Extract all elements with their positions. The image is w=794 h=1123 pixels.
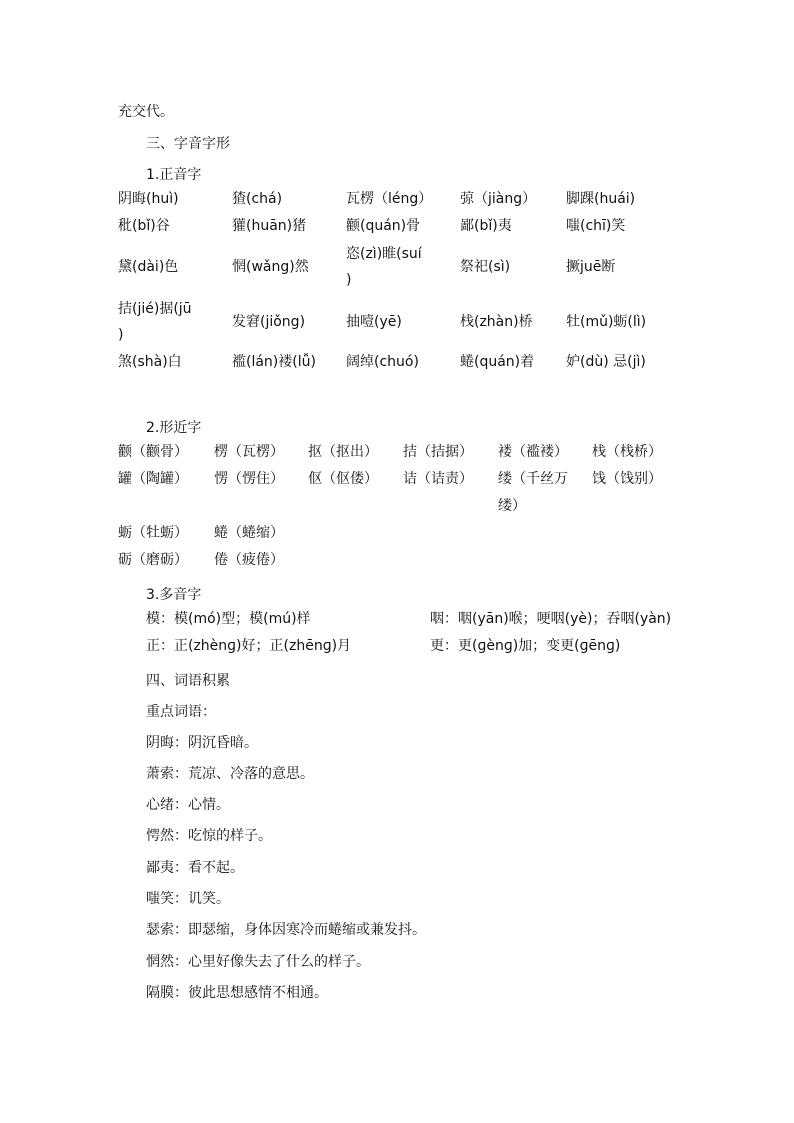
vocabulary-item: 心绪：心情。 (146, 797, 230, 813)
pinyin-cell: 黛(dài)色 (118, 259, 179, 275)
vocabulary-item: 惘然：心里好像失去了什么的样子。 (146, 954, 370, 970)
pinyin-cell: 发窘(jiǒng) (232, 314, 306, 330)
pinyin-cell: 抽噎(yē) (346, 314, 402, 330)
vocabulary-item: 嗤笑：讥笑。 (146, 891, 230, 907)
pinyin-cell: 妒(dù) 忌(jì) (566, 354, 646, 370)
pinyin-cell: 蜷(quán)着 (460, 354, 535, 370)
vocabulary-item: 隔膜：彼此思想感情不相通。 (146, 985, 328, 1001)
vocabulary-item: 萧索：荒凉、冷落的意思。 (146, 766, 314, 782)
form-cell: 砺（磨砺） (118, 552, 188, 568)
form-cell: 颧（颧骨） (118, 444, 188, 460)
form-cell: 蛎（牡蛎） (118, 525, 188, 541)
pinyin-cell: 阔绰(chuó) (346, 354, 419, 370)
form-cell: 抠（抠出） (308, 444, 378, 460)
pinyin-cell: 鄙(bǐ)夷 (460, 218, 512, 234)
pinyin-cell: 瓦楞（léng） (346, 191, 433, 207)
form-cell: 蜷（蜷缩） (214, 525, 284, 541)
pinyin-cell: 惘(wǎng)然 (232, 259, 309, 275)
pinyin-cell: 弶（jiàng） (460, 191, 537, 207)
pinyin-cell: 恣(zì)睢(suí (346, 246, 422, 262)
pinyin-cell: 阴晦(huì) (118, 191, 179, 207)
polyphonic-entry: 更：更(ɡènɡ)加；变更(ɡēnɡ) (430, 638, 621, 654)
form-cell: 栈（栈桥） (592, 444, 662, 460)
pinyin-cell-wrap: ) (118, 327, 124, 343)
pinyin-cell: 獾(huān)猪 (232, 218, 307, 234)
vocabulary-item: 阴晦：阴沉昏暗。 (146, 735, 258, 751)
subsection-polyphonic-heading: 3.多音字 (146, 587, 202, 603)
form-cell: 愣（愣住） (214, 471, 284, 487)
pinyin-cell: 颧(quán)骨 (346, 218, 421, 234)
form-cell-wrap: 缕） (498, 498, 526, 514)
pinyin-cell: 褴(lán)褛(lǚ) (232, 354, 316, 370)
form-cell: 饯（饯别） (592, 471, 662, 487)
pinyin-cell: 煞(shà)白 (118, 354, 182, 370)
section4-heading: 四、词语积累 (146, 673, 230, 689)
subsection-similar-characters-heading: 2.形近字 (146, 420, 202, 436)
form-cell: 伛（伛偻） (308, 471, 378, 487)
form-cell: 缕（千丝万 (498, 471, 568, 487)
form-cell: 诘（诘责） (403, 471, 473, 487)
form-cell: 倦（疲倦） (214, 552, 284, 568)
vocabulary-item: 愕然：吃惊的样子。 (146, 828, 272, 844)
intro-tail-text: 充交代。 (118, 104, 174, 120)
pinyin-cell: 祭祀(sì) (460, 259, 511, 275)
form-cell: 罐（陶罐） (118, 471, 188, 487)
pinyin-cell-wrap: ) (346, 272, 352, 288)
pinyin-cell: 猹(chá) (232, 191, 283, 207)
form-cell: 楞（瓦楞） (214, 444, 284, 460)
polyphonic-entry: 模：模(mó)型；模(mú)样 (146, 611, 311, 627)
key-words-label: 重点词语： (146, 704, 216, 720)
pinyin-cell: 脚踝(huái) (566, 191, 636, 207)
pinyin-cell: 栈(zhàn)桥 (460, 314, 533, 330)
pinyin-cell: 拮(jié)据(jū (118, 301, 192, 317)
polyphonic-entry: 咽：咽(yān)喉；哽咽(yè)；吞咽(yàn) (430, 611, 672, 627)
pinyin-cell: 嗤(chī)笑 (566, 218, 626, 234)
pinyin-cell: 秕(bǐ)谷 (118, 218, 170, 234)
form-cell: 褛（褴褛） (498, 444, 568, 460)
pinyin-cell: 撅juē断 (566, 259, 616, 275)
pinyin-cell: 牡(mǔ)蛎(lì) (566, 314, 647, 330)
polyphonic-entry: 正：正(zhènɡ)好；正(zhēnɡ)月 (146, 638, 352, 654)
subsection-pronunciation-heading: 1.正音字 (146, 167, 202, 183)
vocabulary-item: 瑟索：即瑟缩，身体因寒冷而蜷缩或兼发抖。 (146, 922, 426, 938)
vocabulary-item: 鄙夷：看不起。 (146, 860, 244, 876)
section3-heading: 三、字音字形 (146, 136, 230, 152)
form-cell: 拮（拮据） (403, 444, 473, 460)
